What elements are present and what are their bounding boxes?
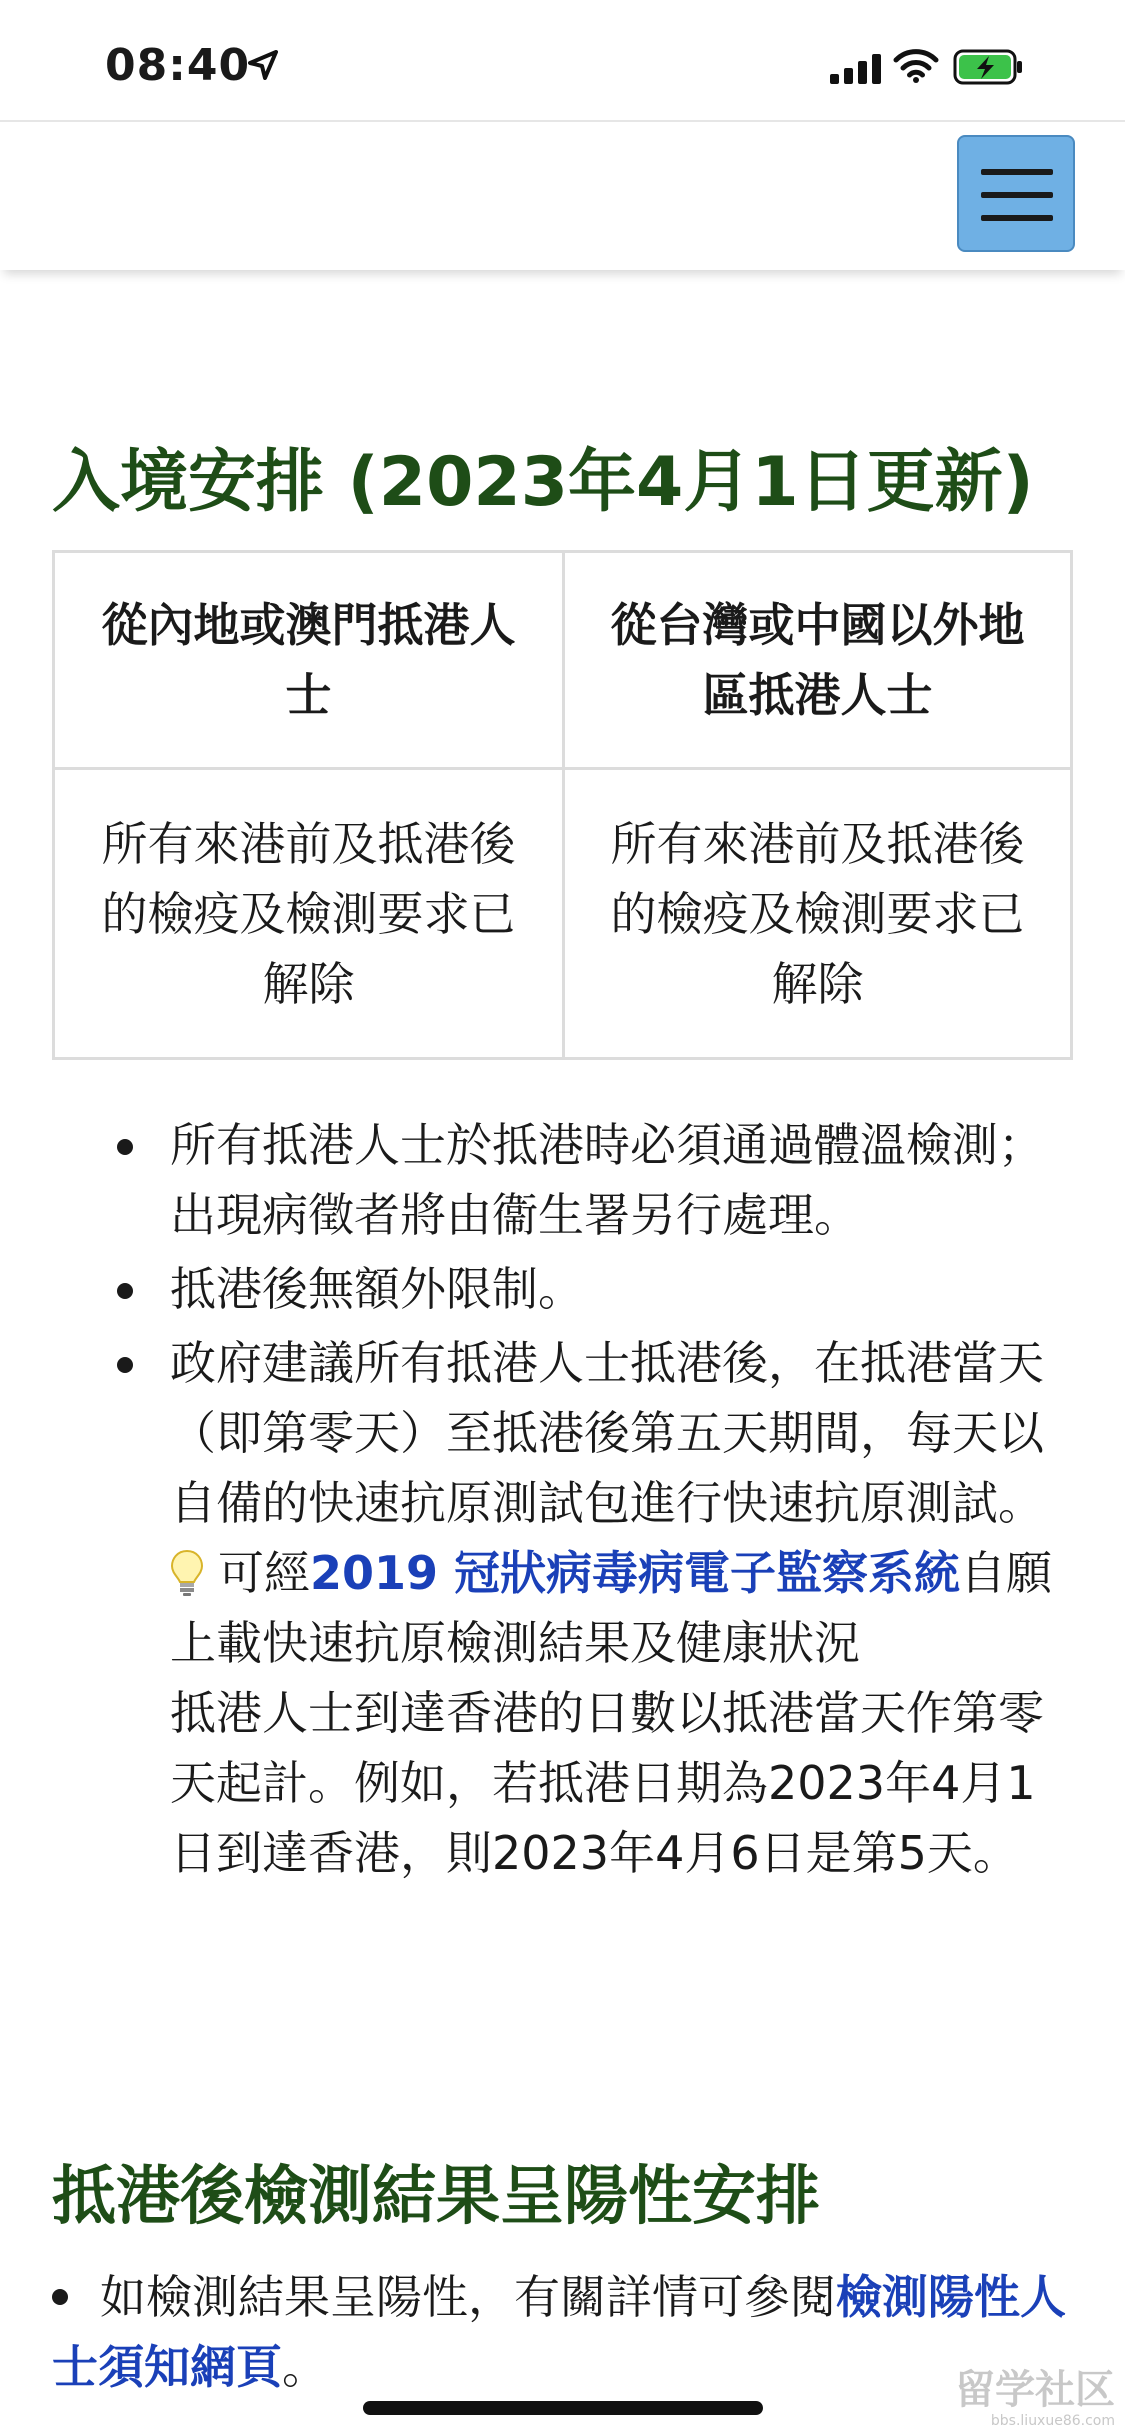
positive-info-link[interactable]: 檢測陽性人士須知網頁	[52, 2270, 1066, 2394]
ehealth-system-link[interactable]: 2019 冠狀病毒病電子監察系統	[310, 1546, 961, 1600]
entry-table	[52, 550, 1073, 1060]
battery-charging-icon	[953, 48, 1025, 86]
table-header-overseas: 從台灣或中國以外地區抵港人士	[610, 598, 1025, 722]
hamburger-menu-button[interactable]	[957, 135, 1075, 252]
list-item: 政府建議所有抵港人士抵港後，在抵港當天（即第零天）至抵港後第五天期間，每天以自備的快速抗原測試包進行快速抗原測試。 可經2019 冠狀病毒病電子監察系統自願上載快速抗原檢測結果及健康狀況 抵港人士到達香港的日數以抵港當天作第零天起計。例如，若抵港日期為2023年4月1日到達香港，則2023年4月6日是第5天。	[170, 1328, 1075, 1888]
list-item: 所有抵港人士於抵港時必須通過體溫檢測；出現病徵者將由衞生署另行處理。	[170, 1110, 1075, 1250]
cellular-signal-icon	[830, 54, 882, 84]
light-bulb-icon	[170, 1549, 204, 1597]
tip-line: 可經2019 冠狀病毒病電子監察系統自願上載快速抗原檢測結果及健康狀況	[170, 1546, 1053, 1670]
list-item: 抵港後無額外限制。	[170, 1254, 1075, 1324]
table-cell: 所有來港前及抵港後的檢疫及檢測要求已解除	[610, 816, 1025, 1011]
section-title-entry: 入境安排 (2023年4月1日更新)	[52, 443, 1034, 522]
table-cell: 所有來港前及抵港後的檢疫及檢測要求已解除	[101, 816, 516, 1011]
status-bar	[0, 0, 1125, 120]
day-count-note: 抵港人士到達香港的日數以抵港當天作第零天起計。例如，若抵港日期為2023年4月1日到達香港，則2023年4月6日是第5天。	[170, 1686, 1044, 1880]
section-title-positive: 抵港後檢測結果呈陽性安排	[52, 2160, 820, 2234]
wifi-icon	[893, 48, 939, 84]
home-indicator[interactable]	[363, 2401, 763, 2415]
watermark: 留学社区 bbs.liuxue86.com	[955, 2367, 1115, 2429]
table-header-mainland: 從內地或澳門抵港人士	[101, 598, 516, 722]
location-arrow-icon	[248, 50, 278, 80]
list-item: 如檢測結果呈陽性，有關詳情可參閱檢測陽性人士須知網頁。	[52, 2270, 1066, 2394]
status-time: 08:40	[105, 40, 251, 91]
entry-list	[170, 1110, 1075, 1892]
positive-list	[52, 2262, 1073, 2402]
